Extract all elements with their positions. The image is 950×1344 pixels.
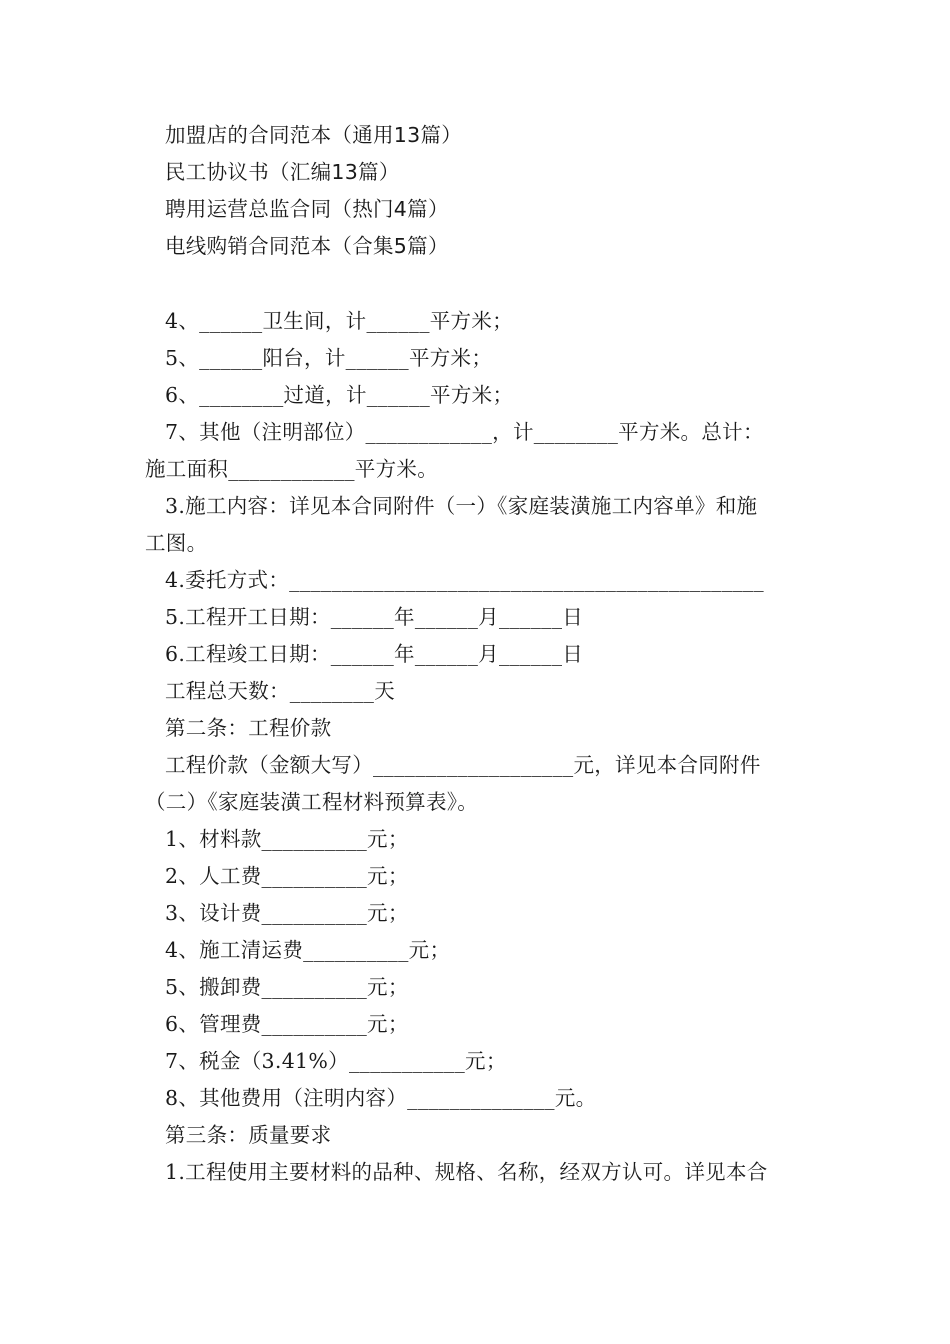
related-link[interactable]: 聘用运营总监合同（热门4篇） [165, 197, 449, 221]
paragraph-line: 5、______阳台，计______平方米； [165, 346, 493, 370]
paragraph-line: 工程价款（金额大写）___________________元，详见本合同附件 [165, 753, 761, 777]
paragraph-line: 4、______卫生间，计______平方米； [165, 309, 513, 333]
paragraph-line: 5.工程开工日期：______年______月______日 [165, 605, 584, 629]
paragraph-line: 3.施工内容：详见本合同附件（一）《家庭装潢施工内容单》和施 [165, 494, 758, 518]
paragraph-line: 1.工程使用主要材料的品种、规格、名称，经双方认可。详见本合 [165, 1160, 768, 1184]
paragraph-line: 4、施工清运费__________元； [165, 938, 451, 962]
paragraph-line: 7、税金（3.41%）___________元； [165, 1049, 507, 1073]
paragraph-line: 2、人工费__________元； [165, 864, 409, 888]
related-link[interactable]: 民工协议书（汇编13篇） [165, 160, 400, 184]
related-link[interactable]: 电线购销合同范本（合集5篇） [165, 234, 449, 258]
paragraph-line: 1、材料款__________元； [165, 827, 409, 851]
related-link[interactable]: 加盟店的合同范本（通用13篇） [165, 123, 463, 147]
paragraph-line: 3、设计费__________元； [165, 901, 409, 925]
paragraph-line: 4.委托方式：_____________________________________________ [165, 568, 764, 592]
paragraph-line: 6.工程竣工日期：______年______月______日 [165, 642, 584, 666]
paragraph-line: （二）《家庭装潢工程材料预算表》。 [145, 790, 479, 814]
section-heading: 第二条：工程价款 [165, 716, 332, 740]
paragraph-line: 6、________过道，计______平方米； [165, 383, 514, 407]
paragraph-line: 施工面积____________平方米。 [145, 457, 438, 481]
paragraph-line: 工图。 [145, 531, 208, 555]
section-heading: 第三条：质量要求 [165, 1123, 332, 1147]
paragraph-line: 5、搬卸费__________元； [165, 975, 409, 999]
paragraph-line: 6、管理费__________元； [165, 1012, 409, 1036]
paragraph-line: 8、其他费用（注明内容）______________元。 [165, 1086, 597, 1110]
paragraph-line: 7、其他（注明部位）____________，计________平方米。总计： [165, 420, 764, 444]
paragraph-line: 工程总天数：________天 [165, 679, 395, 703]
